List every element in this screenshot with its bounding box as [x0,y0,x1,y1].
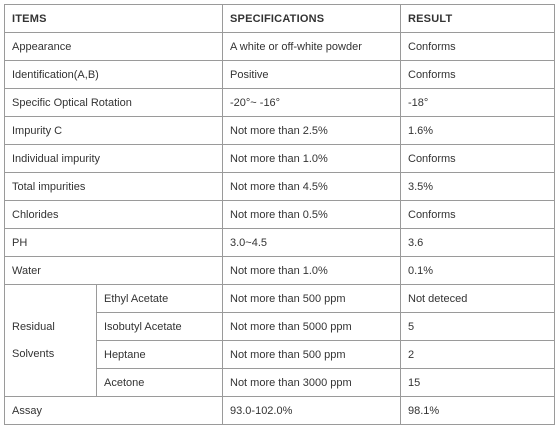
result-cell: 98.1% [401,397,555,425]
spec-cell: A white or off-white powder [223,33,401,61]
result-cell: 2 [401,341,555,369]
item-cell: PH [5,229,223,257]
table-row [5,145,555,173]
spec-cell: Positive [223,61,401,89]
table-row [5,229,555,257]
result-cell: Conforms [401,201,555,229]
solvent-cell: Isobutyl Acetate [97,313,223,341]
table-row [5,117,555,145]
table-body [5,5,555,425]
header-items: ITEMS [5,5,223,33]
header-specifications: SPECIFICATIONS [223,5,401,33]
item-cell: Impurity C [5,117,223,145]
table-row [5,173,555,201]
solvent-cell: Heptane [97,341,223,369]
table-row [5,201,555,229]
spec-cell: Not more than 1.0% [223,145,401,173]
result-cell: 0.1% [401,257,555,285]
result-cell: Conforms [401,33,555,61]
item-cell: Assay [5,397,223,425]
item-cell: Identification(A,B) [5,61,223,89]
residual-label-line2: Solvents [12,347,55,360]
residual-solvents-label [5,285,97,397]
item-cell: Total impurities [5,173,223,201]
spec-cell: Not more than 3000 ppm [223,369,401,397]
result-cell: -18° [401,89,555,117]
item-cell: Water [5,257,223,285]
table-row [5,397,555,425]
item-cell: Specific Optical Rotation [5,89,223,117]
spec-cell: -20°~ -16° [223,89,401,117]
solvent-cell: Acetone [97,369,223,397]
result-cell: Not deteced [401,285,555,313]
result-cell: 5 [401,313,555,341]
result-cell: 15 [401,369,555,397]
spec-cell: Not more than 500 ppm [223,285,401,313]
item-cell: Individual impurity [5,145,223,173]
spec-cell: 3.0~4.5 [223,229,401,257]
result-cell: 3.5% [401,173,555,201]
item-cell: Appearance [5,33,223,61]
table-row [5,257,555,285]
result-cell: 3.6 [401,229,555,257]
result-cell: Conforms [401,61,555,89]
residual-label-line1: Residual [12,320,55,333]
spec-cell: 93.0-102.0% [223,397,401,425]
item-cell: Chlorides [5,201,223,229]
spec-cell: Not more than 0.5% [223,201,401,229]
header-result: RESULT [401,5,555,33]
table-row [5,33,555,61]
table-row [5,61,555,89]
result-cell: Conforms [401,145,555,173]
header-row [5,5,555,33]
spec-cell: Not more than 500 ppm [223,341,401,369]
spec-cell: Not more than 1.0% [223,257,401,285]
spec-cell: Not more than 5000 ppm [223,313,401,341]
table-row [5,89,555,117]
specification-table [4,4,555,425]
result-cell: 1.6% [401,117,555,145]
table-row [5,285,555,313]
spec-cell: Not more than 4.5% [223,173,401,201]
solvent-cell: Ethyl Acetate [97,285,223,313]
spec-cell: Not more than 2.5% [223,117,401,145]
